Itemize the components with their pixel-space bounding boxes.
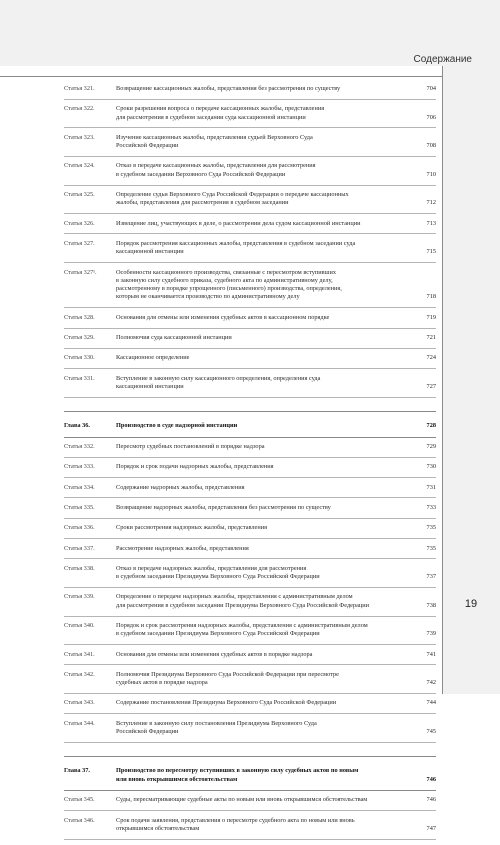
toc-row[interactable]: [64, 796, 436, 804]
toc-entry-page: 737: [426, 573, 436, 581]
toc-title-line: Содержание надзорных жалобы, представления: [116, 483, 245, 491]
row-separator: [64, 477, 436, 478]
toc-entry-page: 735: [426, 524, 436, 532]
row-separator: [64, 348, 436, 349]
toc-title-line: в судебном заседании Верховного Суда Российской Федерации: [116, 170, 286, 178]
toc-title-line: Содержание постановления Президиума Верховного Суда Российской Федерации: [116, 699, 337, 707]
toc-entry-title: [116, 545, 416, 553]
toc-entry-title: [116, 720, 416, 737]
toc-row[interactable]: [64, 593, 436, 610]
toc-row[interactable]: [64, 162, 436, 179]
toc-entry-title: [116, 767, 416, 784]
toc-entry-title: [116, 240, 416, 257]
toc-title-line: Порядок и срок рассмотрения надзорных жалобы, представления с административным делом: [116, 622, 368, 629]
row-separator: [64, 616, 436, 617]
toc-entry-title: [116, 796, 416, 804]
toc-title-line: Определение судьи Верховного Суда Российской Федерации о передаче кассационных: [116, 191, 349, 199]
toc-entry-page: 730: [426, 463, 436, 471]
toc-title-line: кассационной инстанции: [116, 248, 184, 256]
toc-entry-page: 742: [426, 679, 436, 687]
row-separator: [64, 742, 436, 743]
toc-row[interactable]: [64, 651, 436, 659]
toc-entry-number: Статья 345.: [64, 796, 95, 804]
toc-title-line: Основания для отмены или изменения судебных актов в порядке надзора: [116, 650, 313, 658]
toc-row[interactable]: [64, 354, 436, 362]
toc-entry-number: Статья 325.: [64, 191, 95, 199]
toc-title-line: в законную силу судебного приказа, судебного акта по административному делу,: [116, 276, 333, 284]
toc-entry-page: 745: [426, 728, 436, 736]
toc-entry-title: [116, 817, 416, 834]
toc-row[interactable]: [64, 375, 436, 392]
toc-row[interactable]: [64, 817, 436, 834]
toc-entry-title: [116, 504, 416, 512]
row-separator: [64, 587, 436, 588]
toc-entry-number: Статья 342.: [64, 670, 95, 678]
toc-entry-number: Статья 321.: [64, 85, 95, 92]
toc-title-line: жалобы, представления для рассмотрения в судебном заседании: [116, 199, 289, 207]
toc-entry-number: Статья 327.: [64, 239, 95, 247]
row-separator: [64, 518, 436, 519]
row-separator: [64, 262, 436, 263]
row-separator: [64, 538, 436, 539]
toc-row[interactable]: [64, 443, 436, 451]
row-separator: [64, 185, 436, 186]
chapter-separator: [64, 411, 436, 412]
row-separator: [64, 644, 436, 645]
toc-entry-title: [116, 269, 416, 302]
row-separator: [64, 790, 436, 791]
row-separator: [64, 558, 436, 559]
chapter-gap: [64, 748, 436, 756]
toc-title-line: Рассмотрение надзорных жалобы, представления: [116, 544, 249, 552]
toc-chapter-row[interactable]: [64, 422, 436, 430]
toc-title-line: Производство по пересмотру вступивших в законную силу судебных актов по новым: [116, 767, 359, 775]
toc-title-line: Извещение лиц, участвующих в деле, о рассмотрении дела судом кассационной инстанции: [116, 219, 361, 227]
toc-entry-page: 713: [426, 219, 436, 227]
toc-entry-page: 741: [426, 650, 436, 658]
toc-entry-number: Статья 331.: [64, 374, 95, 382]
toc-entry-number: Статья 330.: [64, 354, 95, 362]
toc-entry-number: Статья 346.: [64, 816, 95, 824]
toc-entry-title: [116, 85, 416, 93]
toc-entry-title: [116, 375, 416, 392]
toc-entry-number: Статья 344.: [64, 719, 95, 727]
toc-entry-title: [116, 105, 416, 122]
toc-row[interactable]: [64, 524, 436, 532]
toc-title-line: Полномочия Президиума Верховного Суда Российской Федерации при пересмотре: [116, 670, 339, 678]
toc-entry-title: [116, 699, 416, 707]
toc-entry-title: [116, 484, 416, 492]
toc-entry-number: Статья 333.: [64, 463, 95, 471]
toc-title-line: Сроки разрешения вопроса о передаче кассационных жалобы, представления: [116, 105, 325, 113]
toc-title-line: рассмотренному в порядке упрощенного (письменного) производства, определения,: [116, 285, 342, 293]
toc-entry-page: 738: [426, 601, 436, 609]
toc-entry-title: [116, 220, 416, 228]
row-separator: [64, 156, 436, 157]
toc-entry-page: 744: [426, 699, 436, 707]
toc-title-line: Порядок и срок подачи надзорных жалобы, представления: [116, 463, 274, 471]
toc-entry-number: Статья 327¹.: [64, 268, 97, 276]
toc-entry-page: 746: [426, 775, 436, 783]
row-separator: [64, 328, 436, 329]
toc-title-line: судебных актов в порядке надзора: [116, 679, 208, 687]
toc-title-line: Основания для отмены или изменения судебных актов в кассационном порядке: [116, 313, 330, 321]
toc-row[interactable]: [64, 105, 436, 122]
toc-entry-page: 746: [426, 796, 436, 804]
toc-entry-number: Статья 343.: [64, 699, 95, 707]
row-separator: [64, 397, 436, 398]
toc-entry-page: 721: [426, 334, 436, 342]
toc-entry-page: 710: [426, 170, 436, 178]
toc-title-line: Российской Федерации: [116, 142, 179, 150]
row-separator: [64, 713, 436, 714]
toc-row[interactable]: [64, 504, 436, 512]
toc-entry-title: [116, 463, 416, 471]
header-rule: [0, 76, 442, 77]
row-separator: [64, 810, 436, 811]
toc-row[interactable]: [64, 699, 436, 707]
toc-title-line: для рассмотрения в судебном заседании Президиума Верховного Суда Российской Федерации: [116, 601, 370, 609]
toc-entry-page: 739: [426, 630, 436, 638]
row-separator: [64, 233, 436, 234]
toc-row[interactable]: [64, 565, 436, 582]
toc-title-line: Порядок рассмотрения кассационных жалобы, представления в судебном заседании суда: [116, 239, 356, 247]
toc-entry-number: Статья 329.: [64, 334, 95, 342]
chapter-separator: [64, 756, 436, 757]
toc-entry-number: Статья 339.: [64, 593, 95, 601]
row-separator: [64, 437, 436, 438]
toc-title-line: кассационной инстанции: [116, 382, 184, 390]
toc-entry-number: Статья 336.: [64, 524, 95, 532]
toc-entry-number: Глава 36.: [64, 422, 90, 430]
toc-row[interactable]: [64, 134, 436, 151]
row-separator: [64, 307, 436, 308]
toc-title-line: Особенности кассационного производства, связанные с пересмотром вступивших: [116, 268, 336, 276]
toc-entry-title: [116, 422, 416, 430]
toc-entry-number: Статья 328.: [64, 313, 95, 321]
toc-entry-page: 724: [426, 354, 436, 362]
row-separator: [64, 213, 436, 214]
toc-title-line: для рассмотрения в судебном заседании суда кассационной инстанции: [116, 113, 306, 121]
toc-entry-page: 708: [426, 142, 436, 150]
toc-entry-number: Глава 37.: [64, 767, 90, 775]
toc-title-line: Суды, пересматривающие судебные акты по новым или вновь открывшимся обстоятельствам: [116, 796, 368, 804]
toc-row[interactable]: [64, 671, 436, 688]
toc-row[interactable]: [64, 720, 436, 737]
toc-entry-title: [116, 593, 416, 610]
table-of-contents: [64, 85, 436, 845]
toc-entry-title: [116, 671, 416, 688]
toc-entry-page: 704: [426, 85, 436, 92]
toc-entry-title: [116, 162, 416, 179]
toc-entry-page: 718: [426, 293, 436, 301]
toc-entry-title: [116, 334, 416, 342]
toc-title-line: Пересмотр судебных постановлений в порядке надзора: [116, 443, 265, 451]
row-separator: [64, 497, 436, 498]
toc-title-line: Изучение кассационных жалобы, представления судьей Верховного Суда: [116, 133, 313, 141]
toc-chapter-row[interactable]: [64, 767, 436, 784]
toc-title-line: которым не оканчивается производство по административному делу: [116, 293, 300, 301]
toc-entry-page: 728: [426, 422, 436, 430]
toc-entry-title: [116, 191, 416, 208]
toc-row[interactable]: [64, 240, 436, 257]
toc-title-line: Отказ в передаче надзорных жалобы, представления для рассмотрения: [116, 564, 307, 572]
toc-entry-number: Статья 334.: [64, 483, 95, 491]
toc-entry-title: [116, 314, 416, 322]
toc-entry-page: 747: [426, 825, 436, 833]
toc-entry-number: Статья 332.: [64, 443, 95, 451]
toc-title-line: Срок подачи заявления, представления о пересмотре судебного акта по новым или вновь: [116, 816, 355, 824]
row-separator: [64, 99, 436, 100]
page-number: 19: [464, 598, 478, 610]
toc-entry-title: [116, 651, 416, 659]
row-separator: [64, 664, 436, 665]
toc-entry-page: 729: [426, 443, 436, 451]
toc-entry-page: 715: [426, 248, 436, 256]
toc-entry-title: [116, 134, 416, 151]
toc-entry-page: 712: [426, 199, 436, 207]
toc-entry-page: 719: [426, 313, 436, 321]
toc-title-line: Отказ в передаче кассационных жалобы, представления для рассмотрения: [116, 162, 316, 170]
row-separator: [64, 839, 436, 840]
toc-entry-page: 706: [426, 113, 436, 121]
toc-title-line: Российской Федерации: [116, 728, 179, 736]
toc-entry-number: Статья 335.: [64, 503, 95, 511]
toc-title-line: Определение о передаче надзорных жалобы, представления с административным делом: [116, 593, 353, 601]
toc-entry-page: 731: [426, 483, 436, 491]
running-header: Содержание: [413, 54, 472, 65]
toc-title-line: или вновь открывшимся обстоятельствам: [116, 775, 238, 783]
toc-row[interactable]: [64, 191, 436, 208]
chapter-gap: [64, 403, 436, 411]
toc-title-line: в судебном заседании Президиума Верховного Суда Российской Федерации: [116, 630, 320, 638]
toc-entry-number: Статья 323.: [64, 133, 95, 141]
toc-title-line: Возвращение надзорных жалобы, представления без рассмотрения по существу: [116, 503, 331, 511]
toc-entry-title: [116, 565, 416, 582]
toc-entry-number: Статья 338.: [64, 564, 95, 572]
toc-entry-title: [116, 524, 416, 532]
toc-title-line: открывшимся обстоятельствам: [116, 825, 200, 833]
toc-row[interactable]: [64, 314, 436, 322]
toc-entry-page: 735: [426, 544, 436, 552]
row-separator: [64, 457, 436, 458]
toc-title-line: в судебном заседании Президиума Верховного Суда Российской Федерации: [116, 573, 320, 581]
toc-entry-number: Статья 324.: [64, 162, 95, 170]
toc-entry-number: Статья 326.: [64, 219, 95, 227]
toc-title-line: Полномочия суда кассационной инстанции: [116, 334, 232, 342]
toc-row[interactable]: [64, 463, 436, 471]
toc-row[interactable]: [64, 269, 436, 302]
toc-row[interactable]: [64, 220, 436, 228]
row-separator: [64, 127, 436, 128]
toc-title-line: Вступление в законную силу постановления Президиума Верховного Суда: [116, 719, 317, 727]
toc-title-line: Производство в суде надзорной инстанции: [116, 422, 238, 430]
toc-row[interactable]: [64, 545, 436, 553]
toc-entry-title: [116, 443, 416, 451]
toc-row[interactable]: [64, 484, 436, 492]
toc-entry-page: 733: [426, 503, 436, 511]
row-separator: [64, 368, 436, 369]
toc-entry-number: Статья 322.: [64, 105, 95, 113]
toc-entry-number: Статья 337.: [64, 544, 95, 552]
toc-entry-page: 727: [426, 382, 436, 390]
toc-entry-title: [116, 354, 416, 362]
toc-title-line: Сроки рассмотрения надзорных жалобы, представления: [116, 524, 267, 532]
toc-row[interactable]: [64, 334, 436, 342]
toc-entry-title: [116, 622, 416, 639]
toc-title-line: Кассационное определение: [116, 354, 190, 362]
toc-entry-number: Статья 341.: [64, 650, 95, 658]
toc-title-line: Возвращение кассационных жалобы, представления без рассмотрения по существу: [116, 85, 341, 92]
toc-entry-number: Статья 340.: [64, 622, 95, 629]
toc-row[interactable]: [64, 622, 436, 639]
toc-title-line: Вступление в законную силу кассационного определения, определения суда: [116, 374, 321, 382]
toc-row[interactable]: [64, 85, 436, 93]
